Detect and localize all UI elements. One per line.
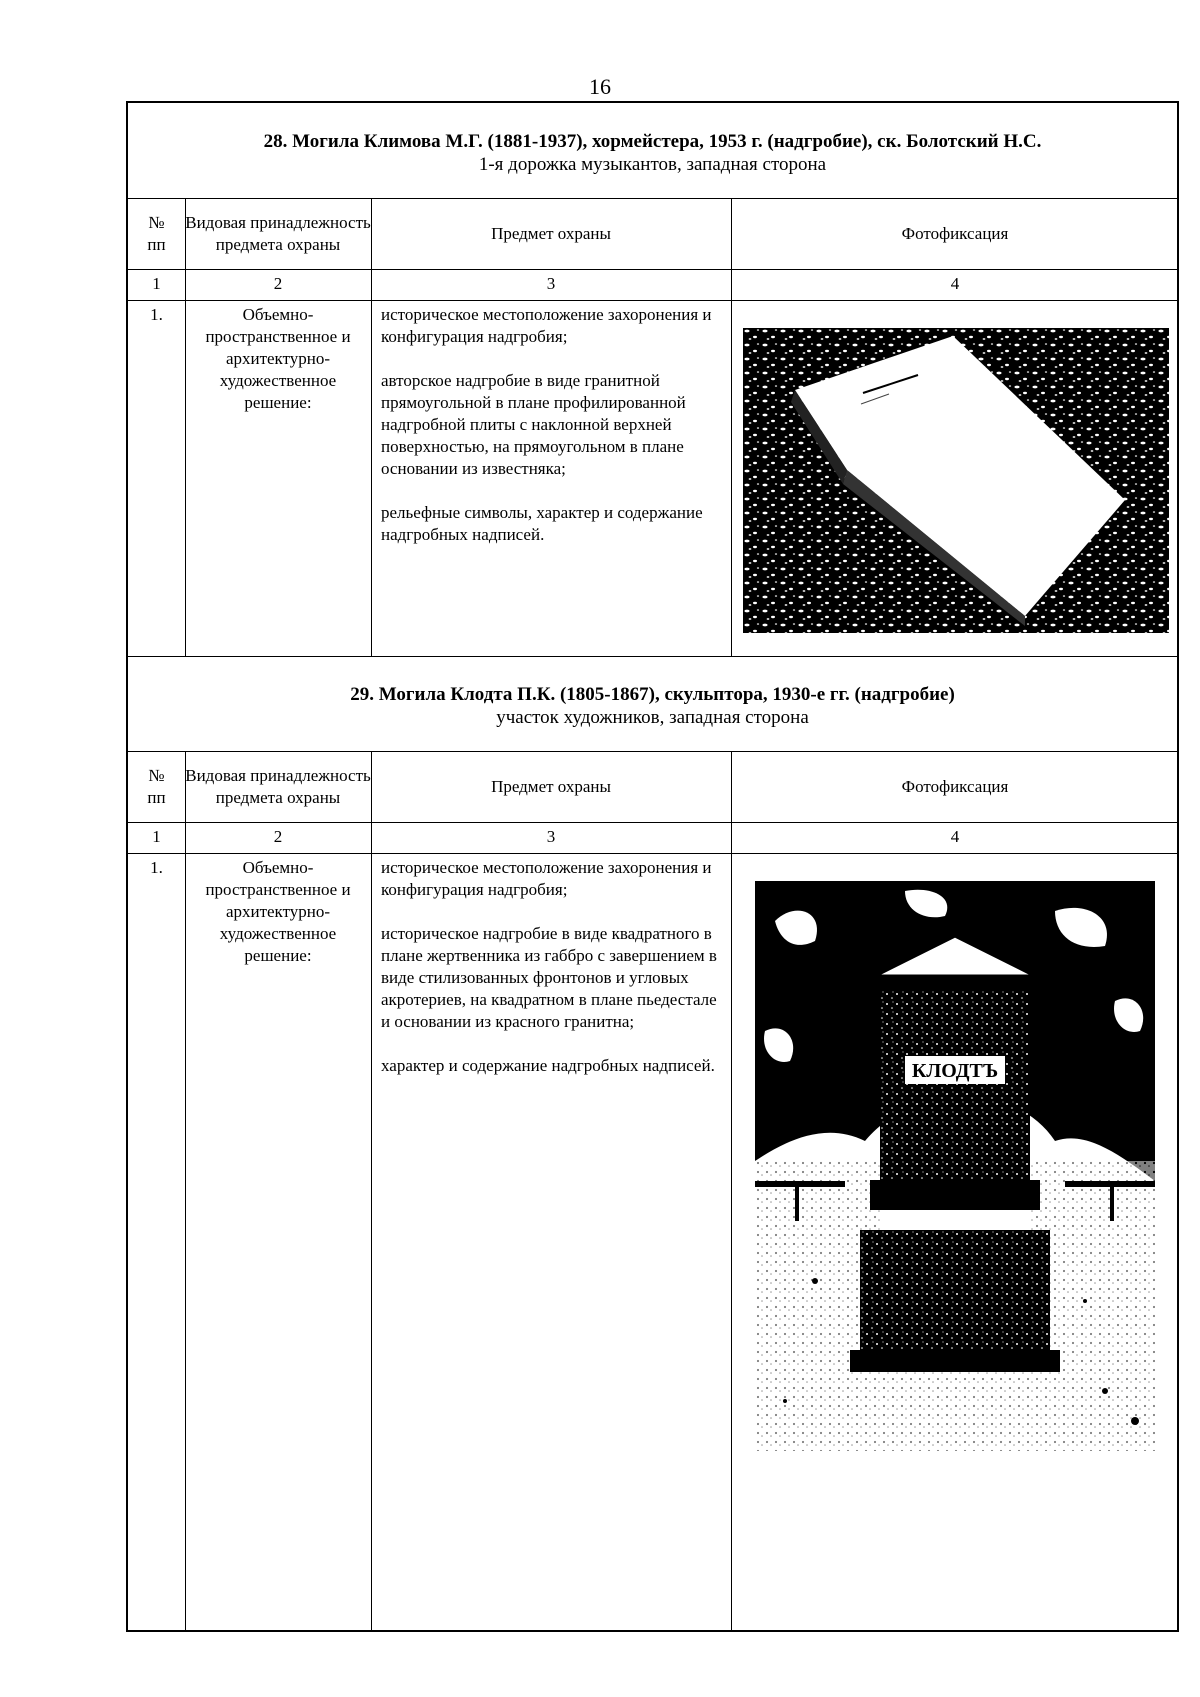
entry-29-photo <box>755 881 1155 1451</box>
entry-28-row-num: 1. <box>150 305 163 324</box>
header-type-label: Видовая принадлежность предмета охраны <box>185 765 371 807</box>
entry-28-item: рельефные символы, характер и содержание надгробных надписей. <box>381 503 703 544</box>
entry-28-location: 1-я дорожка музыкантов, западная сторона <box>478 154 827 175</box>
divider <box>128 853 1177 854</box>
divider <box>128 300 1177 301</box>
monument-inscription: КЛОДТЪ <box>911 1060 999 1082</box>
divider <box>128 656 1177 657</box>
header-type <box>185 751 371 822</box>
index-4: 4 <box>950 274 960 293</box>
header-num-label: № пп <box>147 765 166 807</box>
grave-slab-image <box>743 328 1169 633</box>
header-subject-label: Предмет охраны <box>491 776 611 796</box>
entry-29-type: Объемно-пространственное и архитектурно-художественное решение: <box>205 858 351 965</box>
header-type <box>185 198 371 269</box>
entry-28-heading <box>128 130 1177 176</box>
divider <box>128 269 1177 270</box>
column-divider <box>731 751 732 1632</box>
entry-28-item: историческое местоположение захоронения и конфигурация надгробия; <box>381 305 712 346</box>
entry-29-item: историческое местоположение захоронения и конфигурация надгробия; <box>381 858 712 899</box>
index-4: 4 <box>950 827 960 846</box>
divider <box>128 822 1177 823</box>
header-subject <box>371 751 731 822</box>
header-photo-label: Фотофиксация <box>901 776 1009 796</box>
entry-29-heading <box>128 683 1177 729</box>
page-number: 16 <box>589 74 611 99</box>
header-type-label: Видовая принадлежность предмета охраны <box>185 212 371 254</box>
header-photo <box>731 751 1179 822</box>
index-2: 2 <box>273 827 283 846</box>
entry-29-location: участок художников, западная сторона <box>496 707 809 728</box>
entry-28-title: 28. Могила Климова М.Г. (1881-1937), хормейстера, 1953 г. (надгробие), ск. Болотский Н.С. <box>263 131 1042 152</box>
header-photo-label: Фотофиксация <box>901 223 1009 243</box>
index-1: 1 <box>152 274 161 293</box>
entry-29-item: историческое надгробие в виде квадратного в плане жертвенника из габбро с завершением в виде стилизованных фронтонов и угловых акротериев, на квадратном в плане пьедестале и основании из красного гранитна; <box>381 924 717 1031</box>
heritage-table <box>126 101 1179 1632</box>
entry-29-item: характер и содержание надгробных надписей. <box>381 1056 715 1075</box>
header-num-label: № пп <box>147 212 166 254</box>
entry-28-subject <box>371 304 731 546</box>
index-3: 3 <box>546 827 556 846</box>
entry-28-item: авторское надгробие в виде гранитной прямоугольной в плане профилированной надгробной плиты с наклонной верхней поверхностью, на прямоугольном в плане основании из известняка; <box>381 371 686 478</box>
entry-28-type: Объемно-пространственное и архитектурно-художественное решение: <box>205 305 351 412</box>
header-subject <box>371 198 731 269</box>
header-num <box>128 198 185 269</box>
index-3: 3 <box>546 274 556 293</box>
entry-29-subject <box>371 857 731 1077</box>
entry-29-title: 29. Могила Клодта П.К. (1805-1867), скульптора, 1930-е гг. (надгробие) <box>350 684 955 705</box>
index-2: 2 <box>273 274 283 293</box>
header-subject-label: Предмет охраны <box>491 223 611 243</box>
index-1: 1 <box>152 827 161 846</box>
header-photo <box>731 198 1179 269</box>
entry-29-row-num: 1. <box>150 858 163 877</box>
header-num <box>128 751 185 822</box>
entry-28-photo <box>743 328 1169 633</box>
monument-image <box>755 881 1155 1451</box>
